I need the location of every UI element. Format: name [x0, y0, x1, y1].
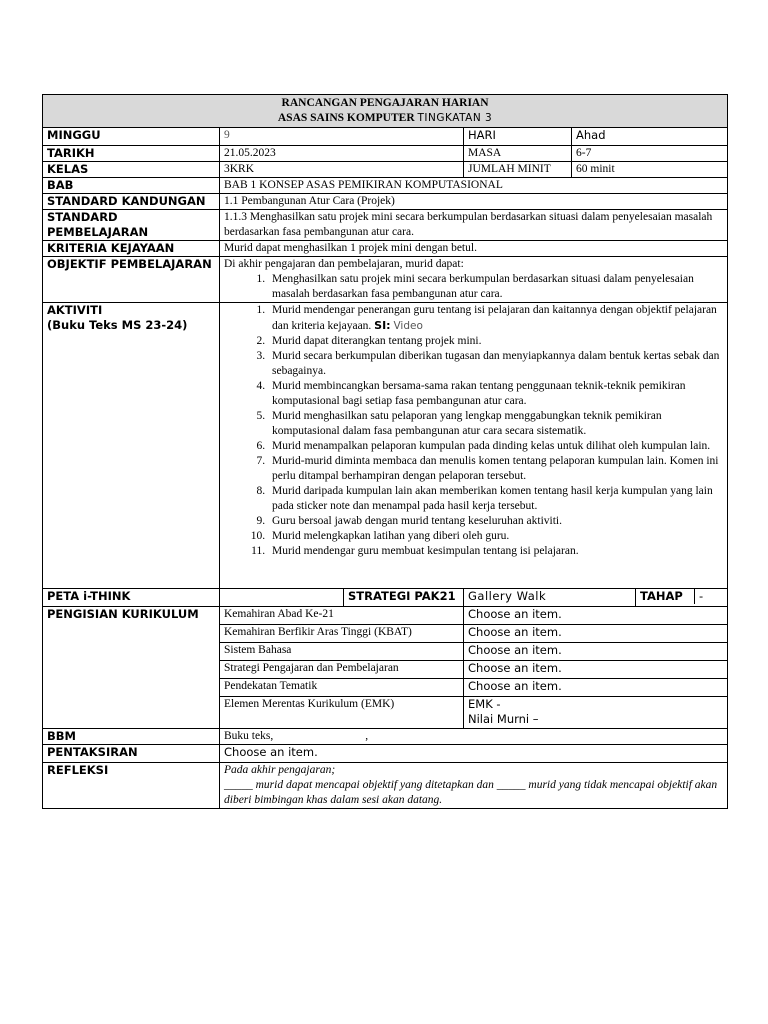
pengisian-dropdown[interactable]: Choose an item.	[464, 607, 728, 625]
si-label: SI:	[374, 319, 391, 332]
bbm-value-2: ,	[365, 730, 369, 742]
objektif-item: 1. Menghasilkan satu projek mini secara berkumpulan berdasarkan situasi dalam penyelesaian masalah berdasarkan fasa pembangunan atur cara.	[268, 272, 723, 302]
lesson-plan-table	[42, 94, 728, 809]
strategi-value[interactable]: Gallery Walk	[464, 589, 636, 607]
pentaksiran-dropdown[interactable]: Choose an item.	[220, 745, 728, 763]
peta-label: PETA i-THINK	[43, 589, 220, 607]
bbm-label: BBM	[43, 729, 220, 745]
pengisian-dropdown[interactable]: Choose an item.	[464, 679, 728, 697]
objektif-cell[interactable]	[220, 257, 728, 303]
hari-value[interactable]: Ahad	[572, 128, 728, 146]
pengisian-item-name: Kemahiran Abad Ke-21	[220, 607, 464, 625]
refleksi-cell[interactable]	[220, 763, 728, 809]
pengisian-item-name: Pendekatan Tematik	[220, 679, 464, 697]
bbm-value: Buku teks,	[224, 730, 274, 742]
level-text: TINGKATAN 3	[417, 112, 493, 124]
bab-label: BAB	[43, 178, 220, 194]
pengisian-item-name: Strategi Pengajaran dan Pembelajaran	[220, 661, 464, 679]
tahap-value[interactable]: -	[699, 589, 704, 603]
refleksi-line-1: Pada akhir pengajaran;	[224, 764, 336, 776]
emk-cell[interactable]	[464, 697, 728, 729]
aktiviti-item: 1. Murid mendengar penerangan guru tentang isi pelajaran dan kaitannya dengan objektif pelajaran dan kriteria kejayaan. SI: Video	[268, 303, 723, 334]
aktiviti-label: AKTIVITI	[47, 303, 103, 317]
aktiviti-item: 5. Murid menghasilkan satu pelaporan yang lengkap menggabungkan teknik pemikiran komputasional dalam fasa pembangunan atur cara secara sistematik.	[268, 409, 723, 439]
aktiviti-item: 9. Guru bersoal jawab dengan murid tentang keseluruhan aktiviti.	[268, 514, 723, 529]
lesson-plan-sheet	[42, 94, 727, 809]
tarikh-label: TARIKH	[43, 146, 220, 162]
header-cell	[43, 95, 728, 128]
pengisian-dropdown[interactable]: Choose an item.	[464, 643, 728, 661]
masa-value[interactable]: 6-7	[572, 146, 728, 162]
aktiviti-item: 7. Murid-murid diminta membaca dan menulis komen tentang pelaporan kumpulan lain. Komen ini perlu ditampal berhampiran dengan pelaporan tersebut.	[268, 454, 723, 484]
subject-title: ASAS SAINS KOMPUTER	[277, 112, 415, 124]
strategi-label: STRATEGI PAK21	[344, 589, 464, 607]
kelas-value[interactable]: 3KRK	[220, 162, 464, 178]
aktiviti-item: 2. Murid dapat diterangkan tentang projek mini.	[268, 334, 723, 349]
nilai-murni-value[interactable]: Nilai Murni –	[468, 712, 539, 726]
document-title: RANCANGAN PENGAJARAN HARIAN	[281, 97, 489, 109]
bab-value[interactable]: BAB 1 KONSEP ASAS PEMIKIRAN KOMPUTASIONAL	[220, 178, 728, 194]
pengisian-dropdown[interactable]: Choose an item.	[464, 661, 728, 679]
bbm-cell[interactable]	[220, 729, 728, 745]
tarikh-value[interactable]: 21.05.2023	[220, 146, 464, 162]
kriteria-label: KRITERIA KEJAYAAN	[43, 241, 220, 257]
aktiviti-sublabel: (Buku Teks MS 23-24)	[47, 318, 188, 332]
standard-pembelajaran-value[interactable]: 1.1.3 Menghasilkan satu projek mini secara berkumpulan berdasarkan situasi dalam penyelesaian masalah berdasarkan fasa pembangunan atur cara.	[220, 210, 728, 241]
emk-name: Elemen Merentas Kurikulum (EMK)	[220, 697, 464, 729]
si-value[interactable]: Video	[393, 320, 423, 332]
pengisian-dropdown[interactable]: Choose an item.	[464, 625, 728, 643]
minggu-value[interactable]: 9	[220, 128, 464, 146]
masa-label: MASA	[464, 146, 572, 162]
hari-label: HARI	[464, 128, 572, 146]
standard-kandungan-label: STANDARD KANDUNGAN	[43, 194, 220, 210]
aktiviti-item: 8. Murid daripada kumpulan lain akan memberikan komen tentang hasil kerja kumpulan yang lain pada sticker note dan menampal pada hasil kerja tersebut.	[268, 484, 723, 514]
pengisian-item-name: Kemahiran Berfikir Aras Tinggi (KBAT)	[220, 625, 464, 643]
aktiviti-item: 11. Murid mendengar guru membuat kesimpulan tentang isi pelajaran.	[268, 544, 723, 559]
aktiviti-item: 10. Murid melengkapkan latihan yang diberi oleh guru.	[268, 529, 723, 544]
aktiviti-cell[interactable]	[220, 303, 728, 589]
refleksi-line-2: _____ murid dapat mencapai objektif yang ditetapkan dan _____ murid yang tidak mencapai objektif akan diberi bimbingan khas dalam sesi akan datang.	[224, 779, 718, 806]
kelas-label: KELAS	[43, 162, 220, 178]
minggu-label: MINGGU	[43, 128, 220, 146]
aktiviti-item: 4. Murid membincangkan bersama-sama rakan tentang penggunaan teknik-teknik pemikiran komputasional bagi setiap fasa pembangunan atur cara.	[268, 379, 723, 409]
jumlah-minit-label: JUMLAH MINIT	[464, 162, 572, 178]
pengisian-label: PENGISIAN KURIKULUM	[43, 607, 220, 729]
aktiviti-label-cell	[43, 303, 220, 589]
tahap-label: TAHAP	[636, 589, 695, 604]
jumlah-minit-value[interactable]: 60 minit	[572, 162, 728, 178]
emk-value[interactable]: EMK -	[468, 697, 501, 711]
standard-kandungan-value[interactable]: 1.1 Pembangunan Atur Cara (Projek)	[220, 194, 728, 210]
aktiviti-item: 3. Murid secara berkumpulan diberikan tugasan dan menyiapkannya dalam bentuk kertas sebak dan sebagainya.	[268, 349, 723, 379]
peta-value[interactable]	[220, 589, 344, 607]
pengisian-item-name: Sistem Bahasa	[220, 643, 464, 661]
objektif-intro: Di akhir pengajaran dan pembelajaran, murid dapat:	[224, 258, 464, 270]
aktiviti-list	[224, 303, 723, 559]
pentaksiran-label: PENTAKSIRAN	[43, 745, 220, 763]
refleksi-label: REFLEKSI	[43, 763, 220, 809]
kriteria-value[interactable]: Murid dapat menghasilkan 1 projek mini dengan betul.	[220, 241, 728, 257]
objektif-label: OBJEKTIF PEMBELAJARAN	[43, 257, 220, 303]
standard-pembelajaran-label: STANDARD PEMBELAJARAN	[43, 210, 220, 241]
aktiviti-item: 6. Murid menampalkan pelaporan kumpulan pada dinding kelas untuk dilihat oleh kumpulan lain.	[268, 439, 723, 454]
objektif-list	[224, 272, 723, 302]
